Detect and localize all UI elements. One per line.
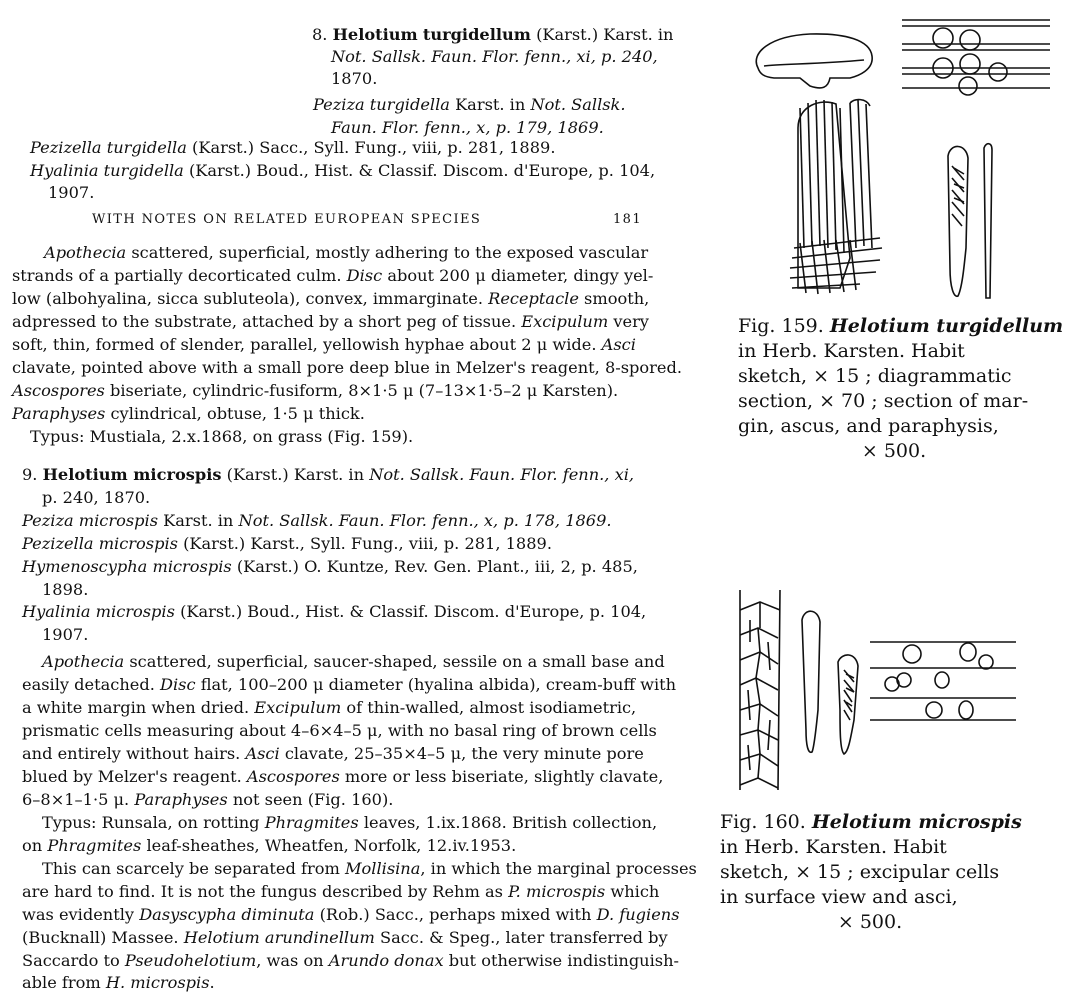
figure-159-line5: gin, ascus, and paraphysis,	[738, 415, 999, 437]
desc9-line2: easily detached. Disc flat, 100–200 μ diameter (hyalina albida), cream-buff with	[22, 675, 677, 694]
desc8-typus: Typus: Mustiala, 2.x.1868, on grass (Fig. 159).	[30, 427, 414, 446]
desc9-line3: a white margin when dried. Excipulum of thin-walled, almost isodiametric,	[22, 698, 637, 717]
species-8-heading: 8. Helotium turgidellum (Karst.) Karst. in	[312, 25, 674, 44]
synonym-peziza-turgidella-cite: Faun. Flor. fenn., x, p. 179, 1869.	[331, 118, 604, 137]
desc8-line2: strands of a partially decorticated culm. Disc about 200 μ diameter, dingy yel-	[12, 266, 654, 285]
synonym-hyalinia-year: 1907.	[48, 183, 95, 202]
desc9-line5: and entirely without hairs. Asci clavate, 25–35×4–5 μ, the very minute pore	[22, 744, 644, 763]
desc9-typus-1: Typus: Runsala, on rotting Phragmites leaves, 1.ix.1868. British collection,	[42, 813, 658, 832]
synonym-hymenoscypha-microspis: Hymenoscypha microspis (Karst.) O. Kuntze, Rev. Gen. Plant., iii, 2, p. 485,	[22, 557, 638, 576]
synonym-pezizella-microspis: Pezizella microspis (Karst.) Karst., Syll. Fung., viii, p. 281, 1889.	[22, 534, 552, 553]
running-head	[92, 212, 642, 227]
synonym-hyalinia-microspis: Hyalinia microspis (Karst.) Boud., Hist. & Classif. Discom. d'Europe, p. 104,	[22, 602, 647, 621]
desc8-line3: low (albohyalina, sicca subluteola), convex, immarginate. Receptacle smooth,	[12, 289, 650, 308]
figure-160-label: Fig. 160.	[720, 811, 806, 833]
synonym-hyalinia-microspis-year: 1907.	[42, 625, 89, 644]
running-head-title: WITH NOTES ON RELATED EUROPEAN SPECIES	[92, 212, 482, 227]
synonym-hyalinia-turgidella: Hyalinia turgidella (Karst.) Boud., Hist. & Classif. Discom. d'Europe, p. 104,	[30, 161, 656, 180]
desc9-note-1: This can scarcely be separated from Mollisina, in which the marginal processes	[42, 859, 697, 878]
figure-159-line2: in Herb. Karsten. Habit	[738, 340, 965, 362]
desc9-line4: prismatic cells measuring about 4–6×4–5 μ, with no basal ring of brown cells	[22, 721, 657, 740]
desc9-typus-2: on Phragmites leaf-sheathes, Wheatfen, Norfolk, 12.iv.1953.	[22, 836, 517, 855]
species-8-year: 1870.	[331, 69, 378, 88]
figure-159-line4: section, × 70 ; section of mar-	[738, 390, 1029, 412]
desc9-line7: 6–8×1–1·5 μ. Paraphyses not seen (Fig. 160).	[22, 790, 394, 809]
species-9-heading-line2: p. 240, 1870.	[42, 488, 151, 507]
desc8-line6: clavate, pointed above with a small pore deep blue in Melzer's reagent, 8-spored.	[12, 358, 682, 377]
figure-160-illustration	[720, 580, 1020, 795]
desc9-note-2: are hard to find. It is not the fungus described by Rehm as P. microspis which	[22, 882, 660, 901]
figure-159-line6: × 500.	[861, 440, 927, 462]
desc9-note-6: able from H. microspis.	[22, 973, 215, 992]
figure-159-caption	[738, 314, 1064, 464]
desc8-line7: Ascospores biseriate, cylindric-fusiform, 8×1·5 μ (7–13×1·5–2 μ Karsten).	[12, 381, 619, 400]
figure-160-line2: in Herb. Karsten. Habit	[720, 836, 947, 858]
figure-160-caption	[720, 810, 1020, 935]
desc9-line1: Apothecia scattered, superficial, saucer-shaped, sessile on a small base and	[42, 652, 665, 671]
figure-160-line5: × 500.	[837, 911, 903, 933]
figure-159-title: Helotium turgidellum	[829, 315, 1064, 337]
desc9-line6: blued by Melzer's reagent. Ascospores more or less biseriate, slightly clavate,	[22, 767, 664, 786]
figure-160-line4: in surface view and asci,	[720, 886, 958, 908]
synonym-peziza-turgidella: Peziza turgidella Karst. in Not. Sallsk.	[313, 95, 626, 114]
synonym-peziza-microspis: Peziza microspis Karst. in Not. Sallsk. Faun. Flor. fenn., x, p. 178, 1869.	[22, 511, 612, 530]
desc8-line1: Apothecia scattered, superficial, mostly adhering to the exposed vascular	[44, 243, 649, 262]
desc9-note-4: (Bucknall) Massee. Helotium arundinellum Sacc. & Speg., later transferred by	[22, 928, 668, 947]
figure-159-illustration	[740, 8, 1060, 308]
figure-159-line3: sketch, × 15 ; diagrammatic	[738, 365, 1012, 387]
desc8-line5: soft, thin, formed of slender, parallel, yellowish hyphae about 2 μ wide. Asci	[12, 335, 636, 354]
figure-159-label: Fig. 159.	[738, 315, 824, 337]
species-8-citation: Not. Sallsk. Faun. Flor. fenn., xi, p. 240,	[331, 47, 658, 66]
desc8-line8: Paraphyses cylindrical, obtuse, 1·5 μ thick.	[12, 404, 365, 423]
synonym-hymenoscypha-year: 1898.	[42, 580, 89, 599]
species-9-heading: 9. Helotium microspis (Karst.) Karst. in Not. Sallsk. Faun. Flor. fenn., xi,	[22, 465, 635, 484]
desc9-note-3: was evidently Dasyscypha diminuta (Rob.) Sacc., perhaps mixed with D. fugiens	[22, 905, 680, 924]
synonym-pezizella-turgidella: Pezizella turgidella (Karst.) Sacc., Syll. Fung., viii, p. 281, 1889.	[30, 138, 556, 157]
page-number: 181	[612, 212, 642, 227]
desc9-note-5: Saccardo to Pseudohelotium, was on Arundo donax but otherwise indistinguish-	[22, 951, 679, 970]
figure-160-title: Helotium microspis	[811, 811, 1022, 833]
figure-160-line3: sketch, × 15 ; excipular cells	[720, 861, 1000, 883]
desc8-line4: adpressed to the substrate, attached by a short peg of tissue. Excipulum very	[12, 312, 649, 331]
